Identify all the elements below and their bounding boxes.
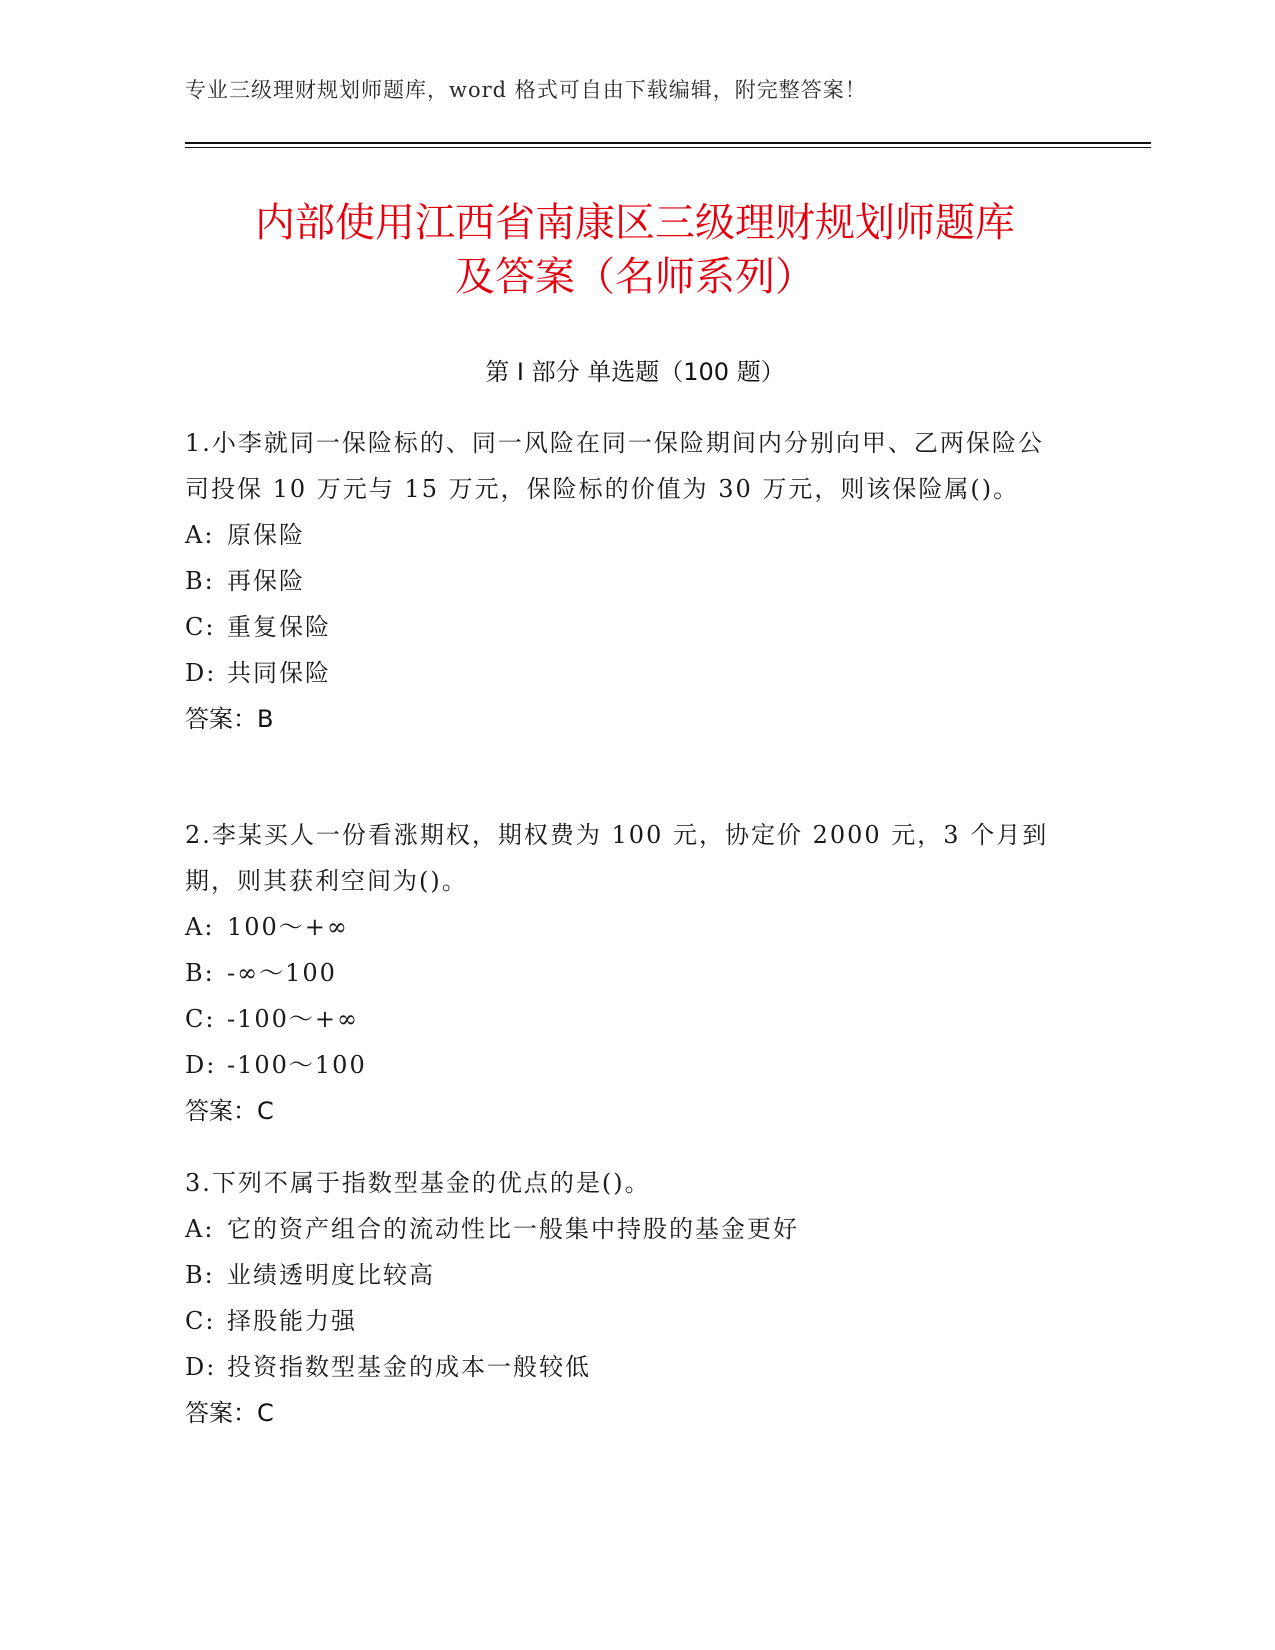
document-title (185, 196, 1085, 304)
option-text: 100～+∞ (227, 913, 349, 941)
option-letter: C: (185, 1005, 216, 1033)
document-title-line-2: 及答案（名师系列） (455, 254, 815, 300)
option-text: -100～100 (227, 1051, 367, 1079)
question-option-b (185, 950, 1065, 996)
question-answer: 答案：B (185, 705, 274, 733)
option-text: -∞～100 (227, 959, 337, 987)
option-text: 再保险 (227, 567, 305, 595)
question-option-d (185, 1042, 1065, 1088)
question-answer: 答案：C (185, 1399, 274, 1427)
question-3 (185, 1160, 1065, 1436)
question-1 (185, 420, 1065, 742)
option-text: 择股能力强 (227, 1307, 357, 1335)
option-letter: A: (185, 521, 215, 549)
option-letter: B: (185, 1261, 215, 1289)
option-letter: D: (185, 1353, 217, 1381)
option-letter: A: (185, 1215, 215, 1243)
option-text: 投资指数型基金的成本一般较低 (227, 1353, 591, 1381)
header-note: 专业三级理财规划师题库，word 格式可自由下载编辑，附完整答案！ (185, 78, 867, 102)
question-option-b (185, 1252, 1065, 1298)
question-option-a (185, 1206, 1065, 1252)
document-title-line-1: 内部使用江西省南康区三级理财规划师题库 (255, 200, 1015, 246)
option-letter: D: (185, 659, 217, 687)
question-option-c (185, 604, 1065, 650)
option-letter: C: (185, 1307, 216, 1335)
question-answer: 答案：C (185, 1097, 274, 1125)
option-text: -100～+∞ (227, 1005, 360, 1033)
option-letter: A: (185, 913, 215, 941)
option-letter: C: (185, 613, 216, 641)
option-text: 原保险 (227, 521, 305, 549)
option-letter: B: (185, 959, 215, 987)
question-option-c (185, 996, 1065, 1042)
option-text: 业绩透明度比较高 (227, 1261, 435, 1289)
question-option-c (185, 1298, 1065, 1344)
question-option-a (185, 512, 1065, 558)
question-option-b (185, 558, 1065, 604)
option-text: 重复保险 (227, 613, 331, 641)
option-letter: B: (185, 567, 215, 595)
option-text: 它的资产组合的流动性比一般集中持股的基金更好 (227, 1215, 799, 1243)
option-letter: D: (185, 1051, 217, 1079)
question-option-d (185, 650, 1065, 696)
question-stem: 1.小李就同一保险标的、同一风险在同一保险期间内分别向甲、乙两保险公司投保 10 万元与 15 万元，保险标的价值为 30 万元，则该保险属()。 (185, 429, 1044, 503)
question-option-a (185, 904, 1065, 950)
option-text: 共同保险 (227, 659, 331, 687)
question-stem: 2.李某买人一份看涨期权，期权费为 100 元，协定价 2000 元，3 个月到期，则其获利空间为()。 (185, 821, 1049, 895)
header-divider (185, 142, 1151, 148)
question-stem: 3.下列不属于指数型基金的优点的是()。 (185, 1169, 651, 1197)
question-2 (185, 812, 1065, 1134)
section-heading: 第 I 部分 单选题（100 题） (485, 358, 785, 386)
question-option-d (185, 1344, 1065, 1390)
